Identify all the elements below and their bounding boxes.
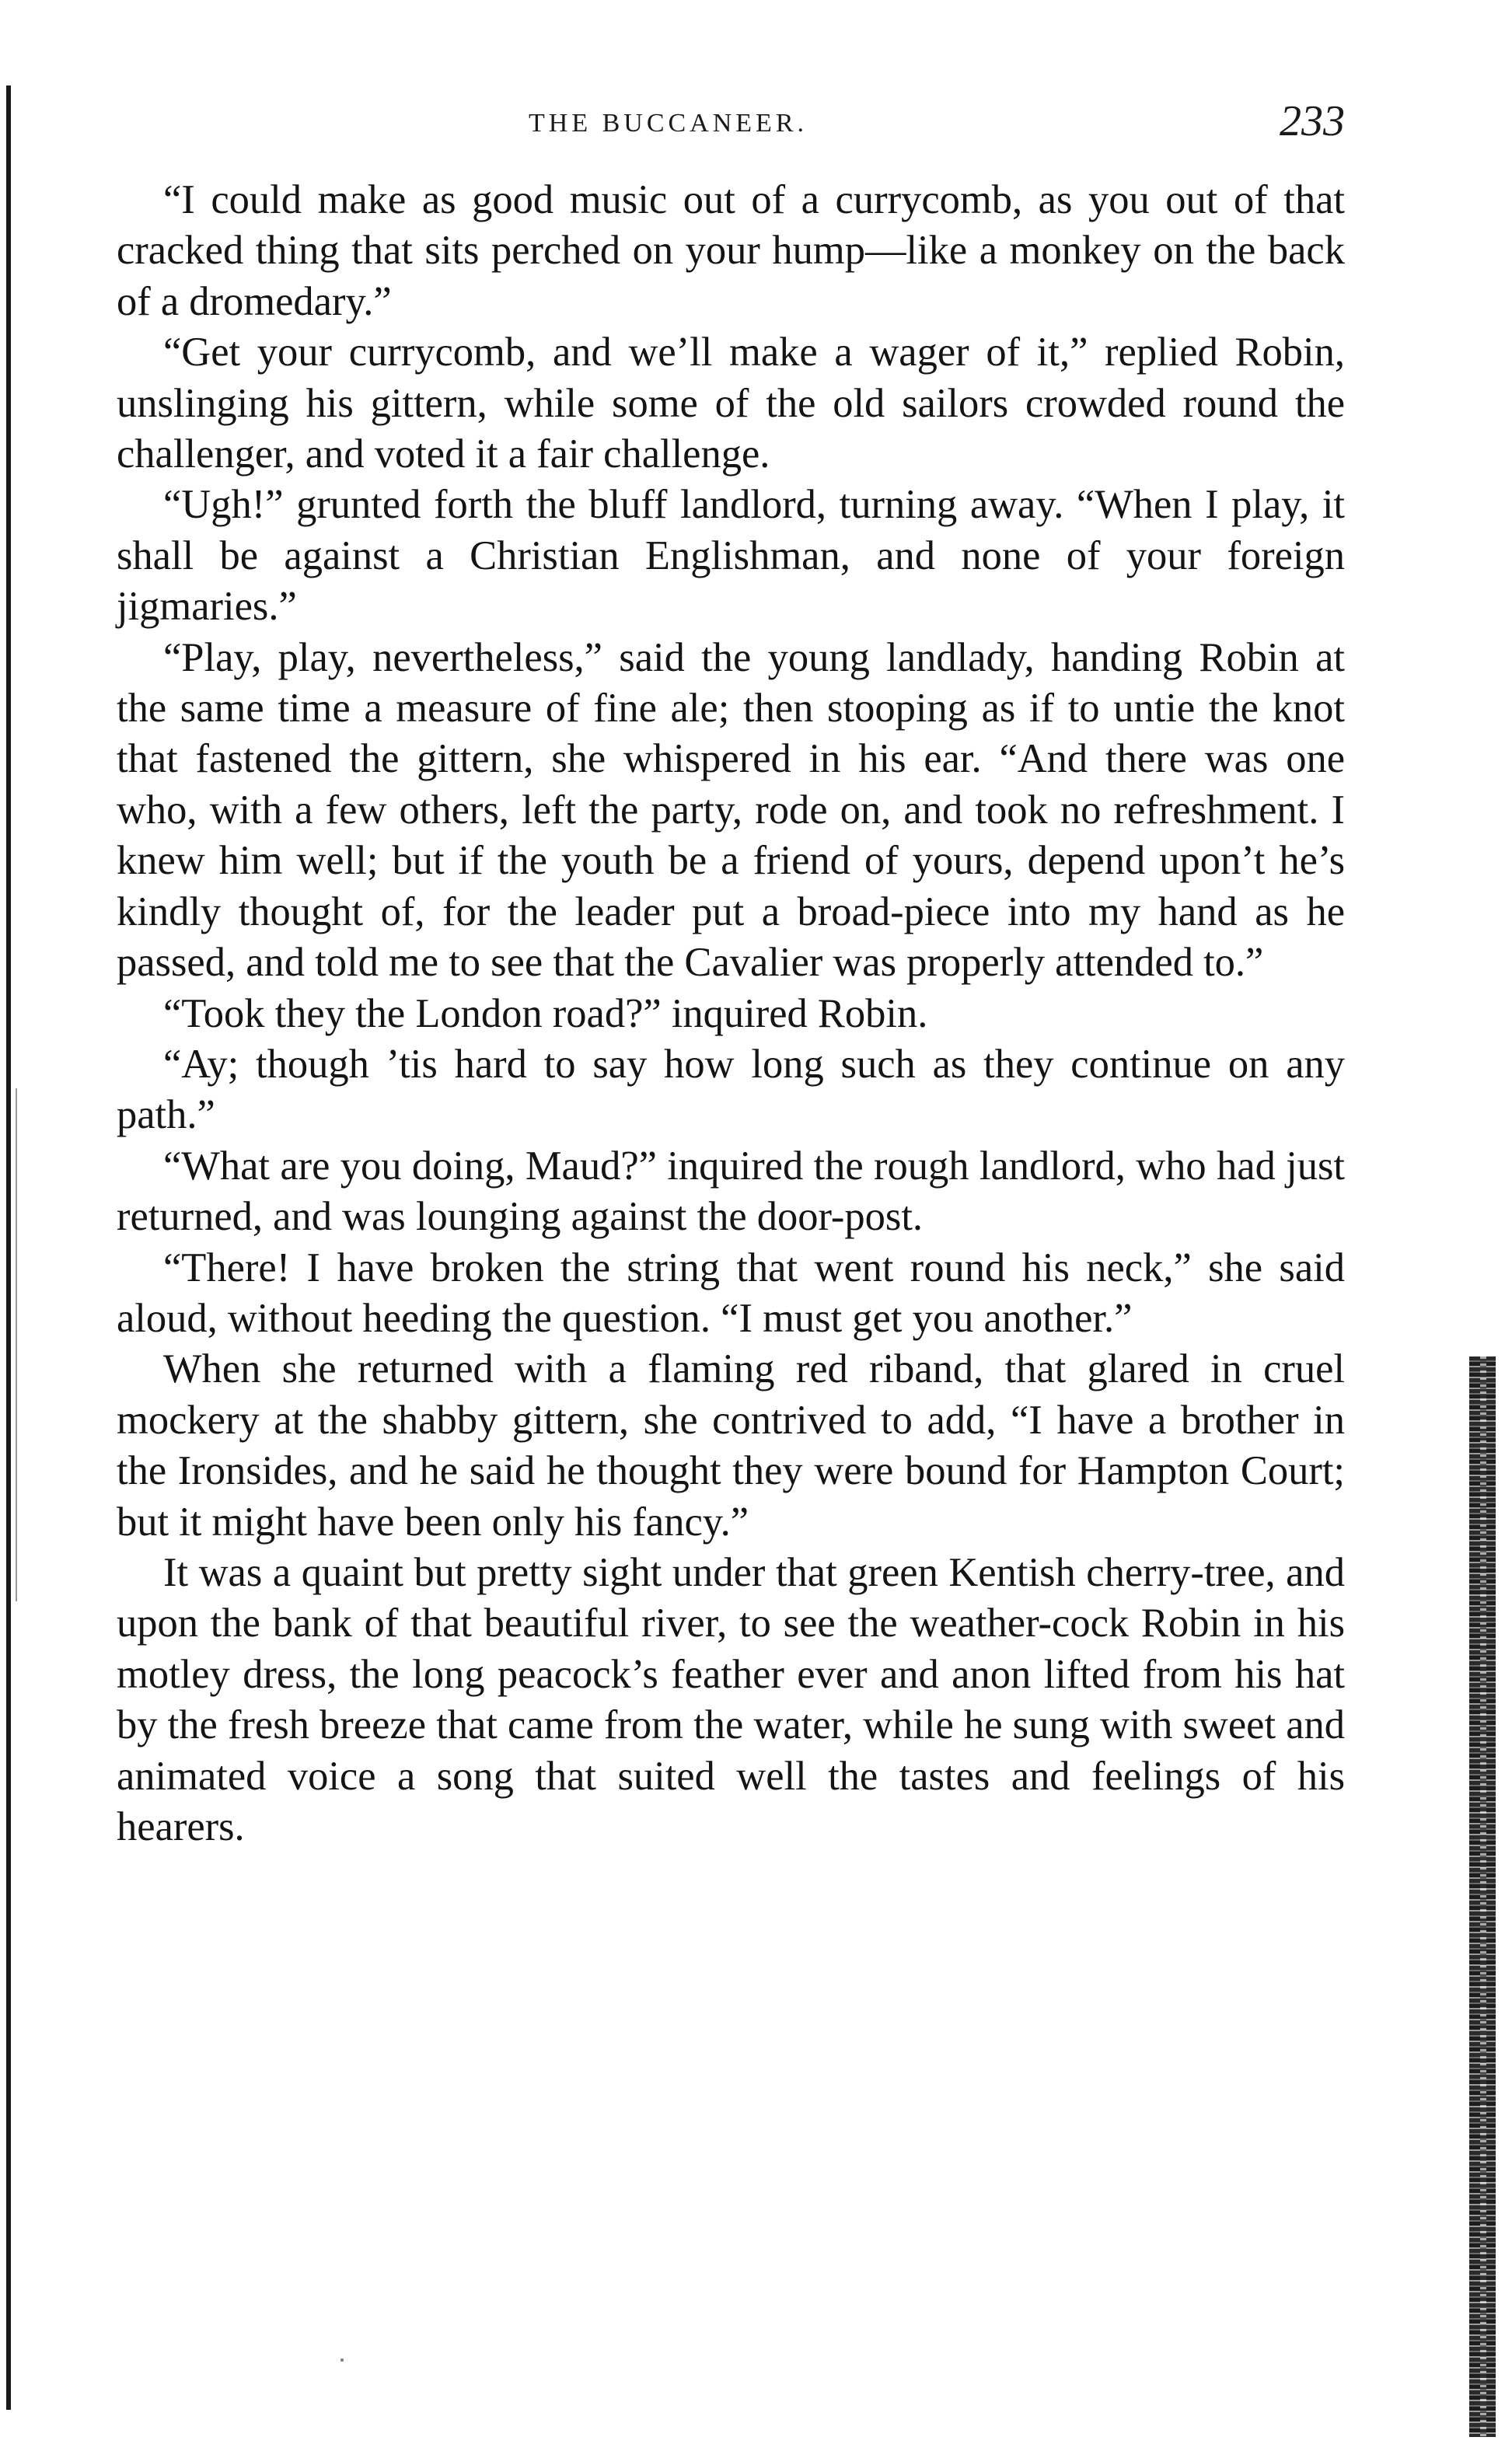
paragraph: “Took they the London road?” inquired Robin. — [163, 990, 928, 1036]
paragraph: “Play, play, nevertheless,” said the young landlady, handing Robin at the same time a measure of fine ale; then stooping as if to untie the knot that fastened the gittern, she whispered in his ear. “And there was one who, with a few others, left the party, rode on, and took no refreshment. I knew him well; but if the youth be a friend of yours, depend upon’t he’s kindly thought of, for the leader put a broad-piece into my hand as he passed, and told me to see that the Cavalier was properly attended to.” — [117, 634, 1345, 986]
paragraph: When she returned with a flaming red riband, that glared in cruel mockery at the shabby gittern, she contrived to add, “I have a brother in the Ironsides, and he said he thought they were bound for Hampton Court; but it might have been only his fancy.” — [117, 1346, 1345, 1545]
running-head — [117, 93, 1345, 155]
paragraph: It was a quaint but pretty sight under that green Kentish cherry-tree, and upon the bank of that beautiful river, to see the weather-cock Robin in his motley dress, the long peacock’s feather ever and anon lifted from his hat by the fresh breeze that came from the water, while he sung with sweet and animated voice a song that suited well the tastes and feelings of his hearers. — [117, 1549, 1345, 1849]
binding-edge-line — [6, 86, 11, 2410]
paragraph: “I could make as good music out of a currycomb, as you out of that cracked thing that sits perched on your hump—like a monkey on the back of a dromedary.” — [117, 177, 1345, 324]
stray-ink-dot — [340, 2358, 344, 2362]
paragraph: “Ay; though ’tis hard to say how long such as they continue on any path.” — [117, 1041, 1345, 1138]
paragraph: “What are you doing, Maud?” inquired the rough landlord, who had just returned, and was lounging against the door-post. — [117, 1143, 1345, 1240]
paragraph: “Ugh!” grunted forth the bluff landlord, turning away. “When I play, it shall be against a Christian Englishman, and none of your foreign jigmaries.” — [117, 482, 1345, 630]
paragraph: “There! I have broken the string that went round his neck,” she said aloud, without heeding the question. “I must get you another.” — [117, 1245, 1345, 1341]
binding-shadow-line — [16, 1088, 17, 1601]
paragraph: “Get your currycomb, and we’ll make a wager of it,” replied Robin, unslinging his gittern, while some of the old sailors crowded round the challenger, and voted it a fair challenge. — [117, 330, 1345, 477]
page-number: 233 — [1280, 97, 1345, 145]
running-title: THE BUCCANEER. — [529, 109, 808, 138]
print-bleed-strip-overlay — [1480, 1356, 1486, 2437]
text-body — [117, 175, 1345, 1852]
